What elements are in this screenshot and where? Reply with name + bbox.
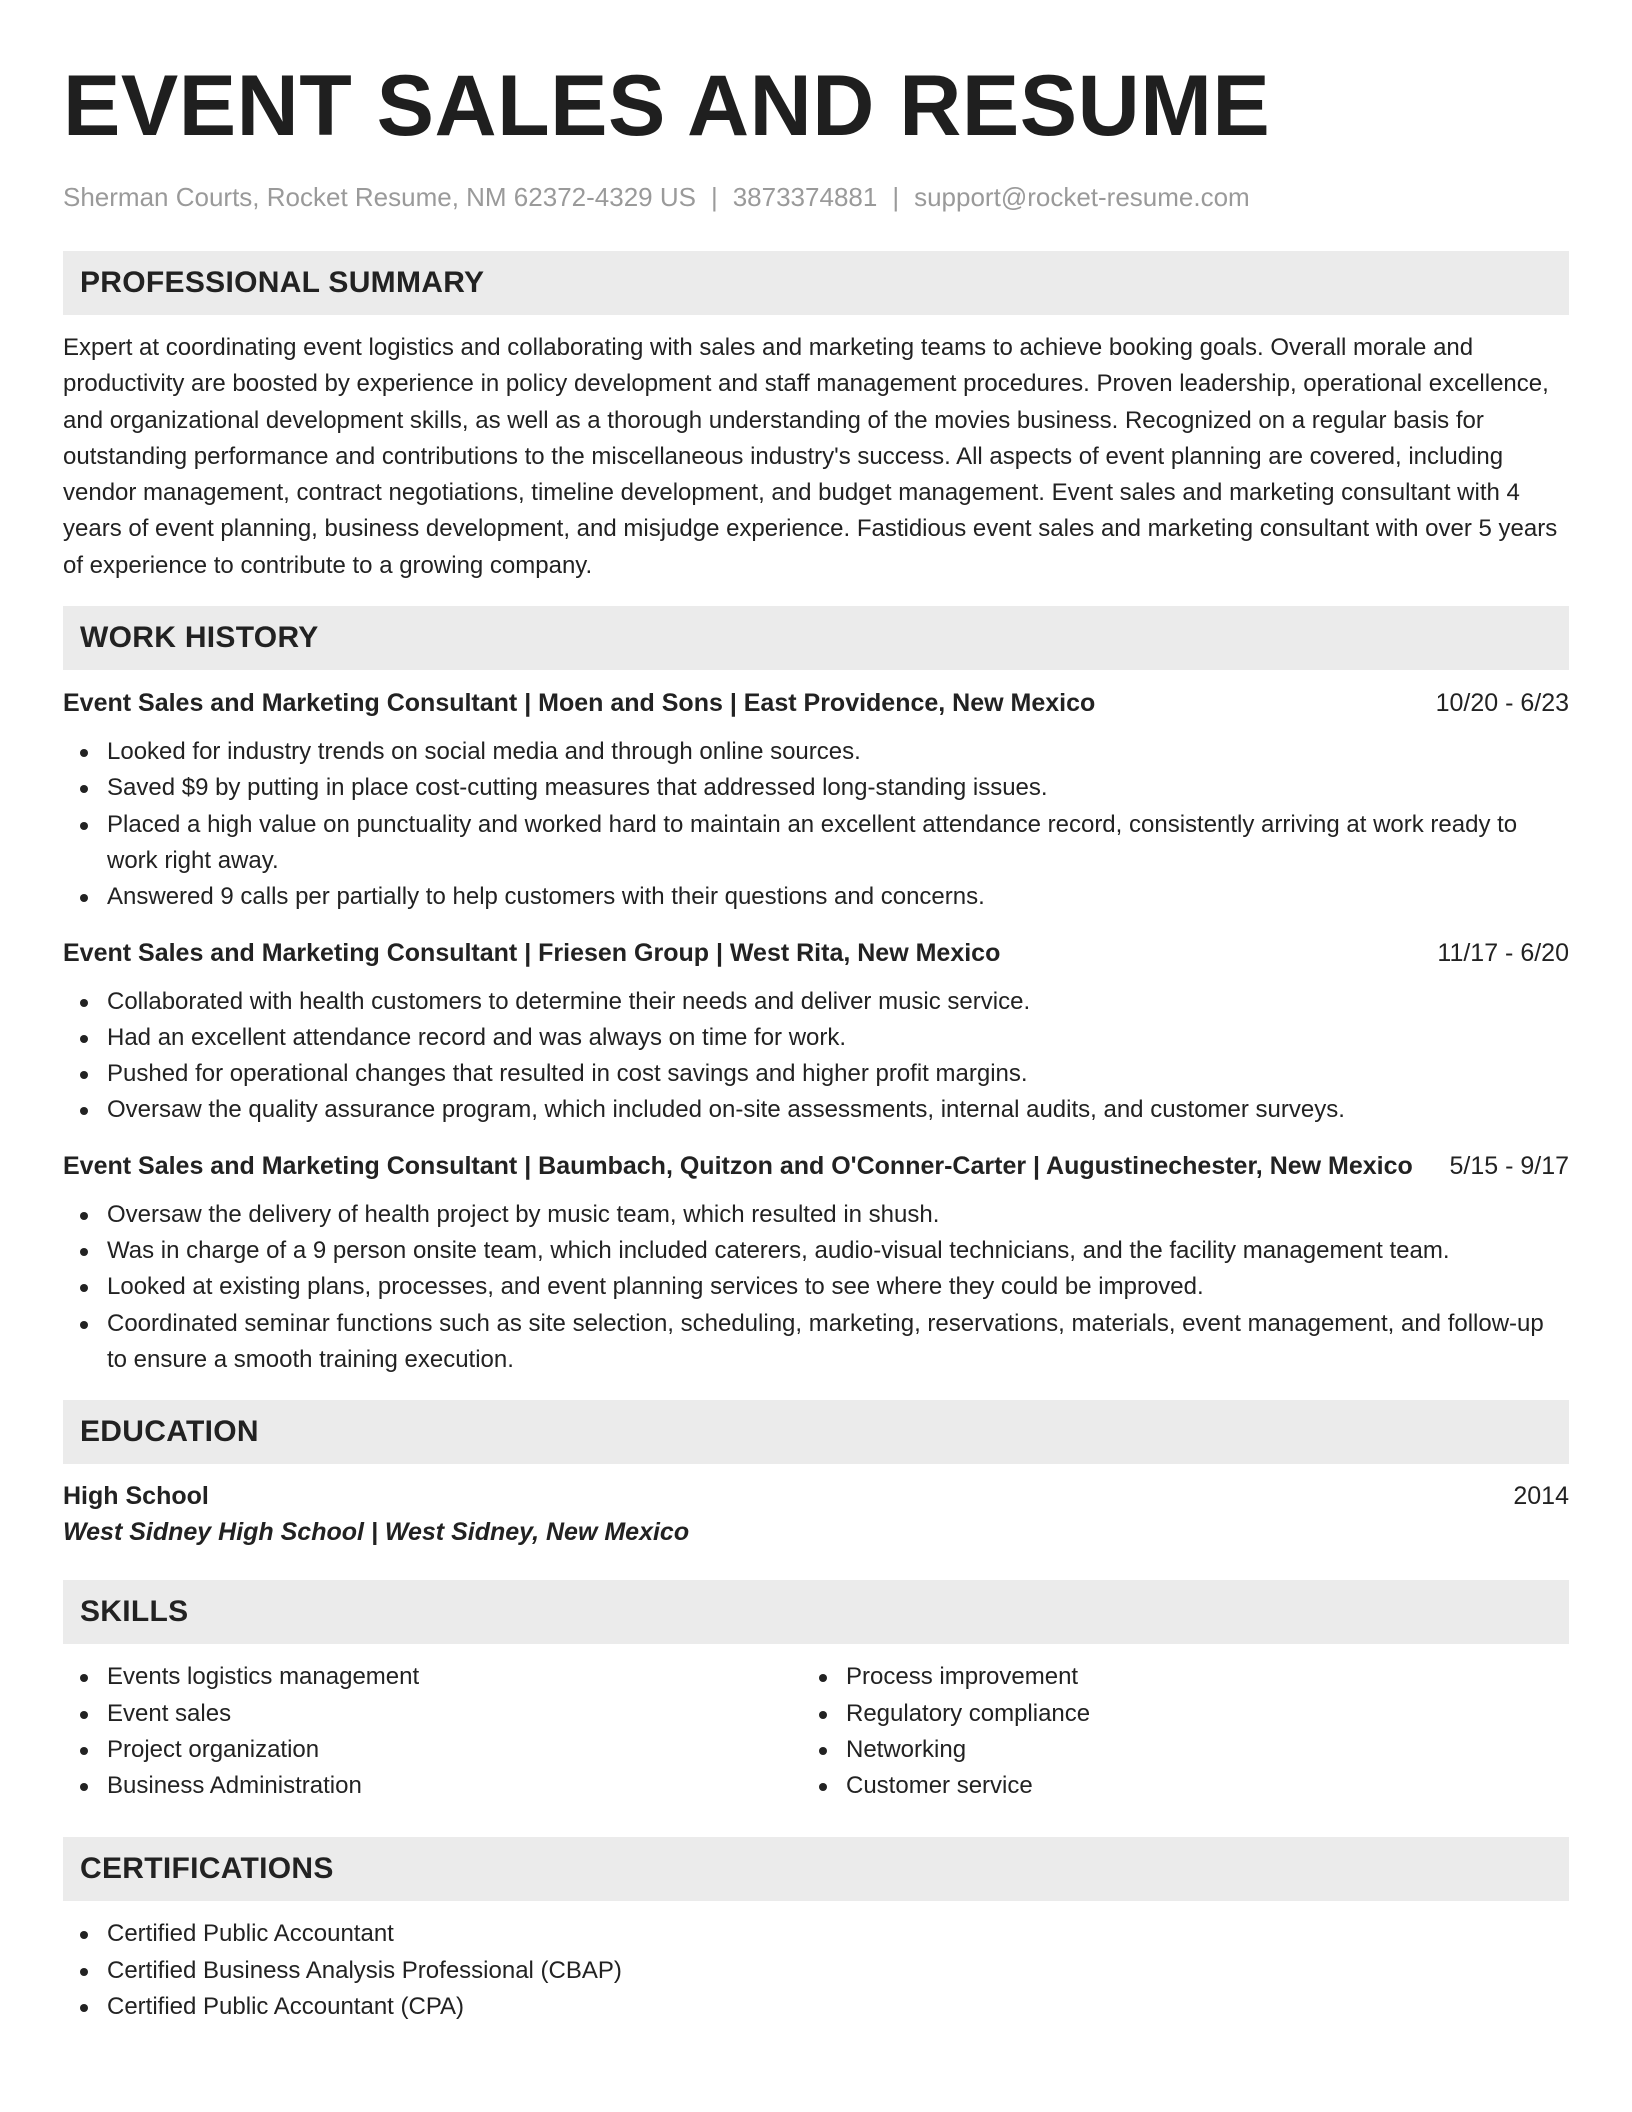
job-title: Event Sales and Marketing Consultant | Friesen Group | West Rita, New Mexico <box>63 938 1001 967</box>
list-item: Business Administration <box>63 1768 802 1804</box>
job-header <box>63 937 1569 969</box>
contact-phone: 3873374881 <box>732 182 878 212</box>
job-header <box>63 1150 1569 1182</box>
job-dates: 11/17 - 6/20 <box>1437 938 1569 967</box>
education-entry <box>63 1478 1569 1550</box>
list-item: Looked for industry trends on social media and through online sources. <box>63 734 1569 770</box>
list-item: Looked at existing plans, processes, and event planning services to see where they could be improved. <box>63 1269 1569 1305</box>
list-item: Certified Public Accountant <box>63 1916 1569 1952</box>
skills-column-left <box>63 1659 802 1804</box>
list-item: Was in charge of a 9 person onsite team, which included caterers, audio-visual technicians, and the facility management team. <box>63 1233 1569 1269</box>
list-item: Customer service <box>802 1768 1541 1804</box>
education-degree: High School <box>63 1482 209 1511</box>
list-item: Collaborated with health customers to determine their needs and deliver music service. <box>63 984 1569 1020</box>
summary-text: Expert at coordinating event logistics and collaborating with sales and marketing teams to achieve booking goals. Overall morale and productivity are boosted by experience in policy development and staff management procedures. Proven leadership, operational excellence, and organizational development skills, as well as a thorough understanding of the movies business. Recognized on a regular basis for outstanding performance and contributions to the miscellaneous industry's success. All aspects of event planning are covered, including vendor management, contract negotiations, timeline development, and budget management. Event sales and marketing consultant with 4 years of event planning, business development, and misjudge experience. Fastidious event sales and marketing consultant with over 5 years of experience to contribute to a growing company. <box>63 334 1558 579</box>
contact-email[interactable]: support@rocket-resume.com <box>914 182 1250 212</box>
list-item: Events logistics management <box>63 1659 802 1695</box>
list-item: Certified Business Analysis Professional (CBAP) <box>63 1953 1569 1989</box>
section-heading-work-history: WORK HISTORY <box>63 606 1569 670</box>
list-item: Process improvement <box>802 1659 1541 1695</box>
section-heading-summary: PROFESSIONAL SUMMARY <box>63 251 1569 315</box>
job-dates: 10/20 - 6/23 <box>1435 689 1569 718</box>
job-title: Event Sales and Marketing Consultant | Baumbach, Quitzon and O'Conner-Carter | Augustinechester, New Mexico <box>63 1151 1413 1180</box>
list-item: Certified Public Accountant (CPA) <box>63 1989 1569 2025</box>
list-item: Oversaw the delivery of health project by music team, which resulted in shush. <box>63 1197 1569 1233</box>
job-entry <box>63 687 1569 915</box>
resume-name: EVENT SALES AND RESUME <box>63 58 1271 154</box>
job-dates: 5/15 - 9/17 <box>1449 1151 1569 1180</box>
education-school: West Sidney High School | West Sidney, New Mexico <box>63 1518 690 1547</box>
job-entry <box>63 1150 1569 1378</box>
list-item: Coordinated seminar functions such as site selection, scheduling, marketing, reservations, materials, event management, and follow-up to ensure a smooth training execution. <box>63 1306 1569 1379</box>
job-title: Event Sales and Marketing Consultant | Moen and Sons | East Providence, New Mexico <box>63 689 1096 718</box>
list-item: Saved $9 by putting in place cost-cutting measures that addressed long-standing issues. <box>63 770 1569 806</box>
list-item: Regulatory compliance <box>802 1696 1541 1732</box>
list-item: Pushed for operational changes that resulted in cost savings and higher profit margins. <box>63 1056 1569 1092</box>
certifications-list <box>63 1916 1569 2025</box>
contact-address: Sherman Courts, Rocket Resume, NM 62372-4329 US <box>63 182 696 212</box>
list-item: Event sales <box>63 1696 802 1732</box>
list-item: Networking <box>802 1732 1541 1768</box>
contact-separator: | <box>710 182 718 212</box>
list-item: Placed a high value on punctuality and worked hard to maintain an excellent attendance record, consistently arriving at work ready to work right away. <box>63 807 1569 880</box>
job-bullets <box>63 734 1569 915</box>
skills-column-right <box>802 1659 1541 1804</box>
job-header <box>63 687 1569 719</box>
contact-separator: | <box>892 182 900 212</box>
job-bullets <box>63 1197 1569 1378</box>
list-item: Answered 9 calls per partially to help customers with their questions and concerns. <box>63 879 1569 915</box>
section-heading-education: EDUCATION <box>63 1400 1569 1464</box>
skills-list <box>63 1659 1569 1804</box>
section-heading-certifications: CERTIFICATIONS <box>63 1837 1569 1901</box>
list-item: Had an excellent attendance record and was always on time for work. <box>63 1020 1569 1056</box>
list-item: Project organization <box>63 1732 802 1768</box>
education-year: 2014 <box>1513 1482 1569 1511</box>
job-entry <box>63 937 1569 1129</box>
education-header <box>63 1478 1569 1514</box>
list-item: Oversaw the quality assurance program, which included on-site assessments, internal audits, and customer surveys. <box>63 1092 1569 1128</box>
section-heading-skills: SKILLS <box>63 1580 1569 1644</box>
contact-line <box>63 181 1569 213</box>
job-bullets <box>63 984 1569 1129</box>
